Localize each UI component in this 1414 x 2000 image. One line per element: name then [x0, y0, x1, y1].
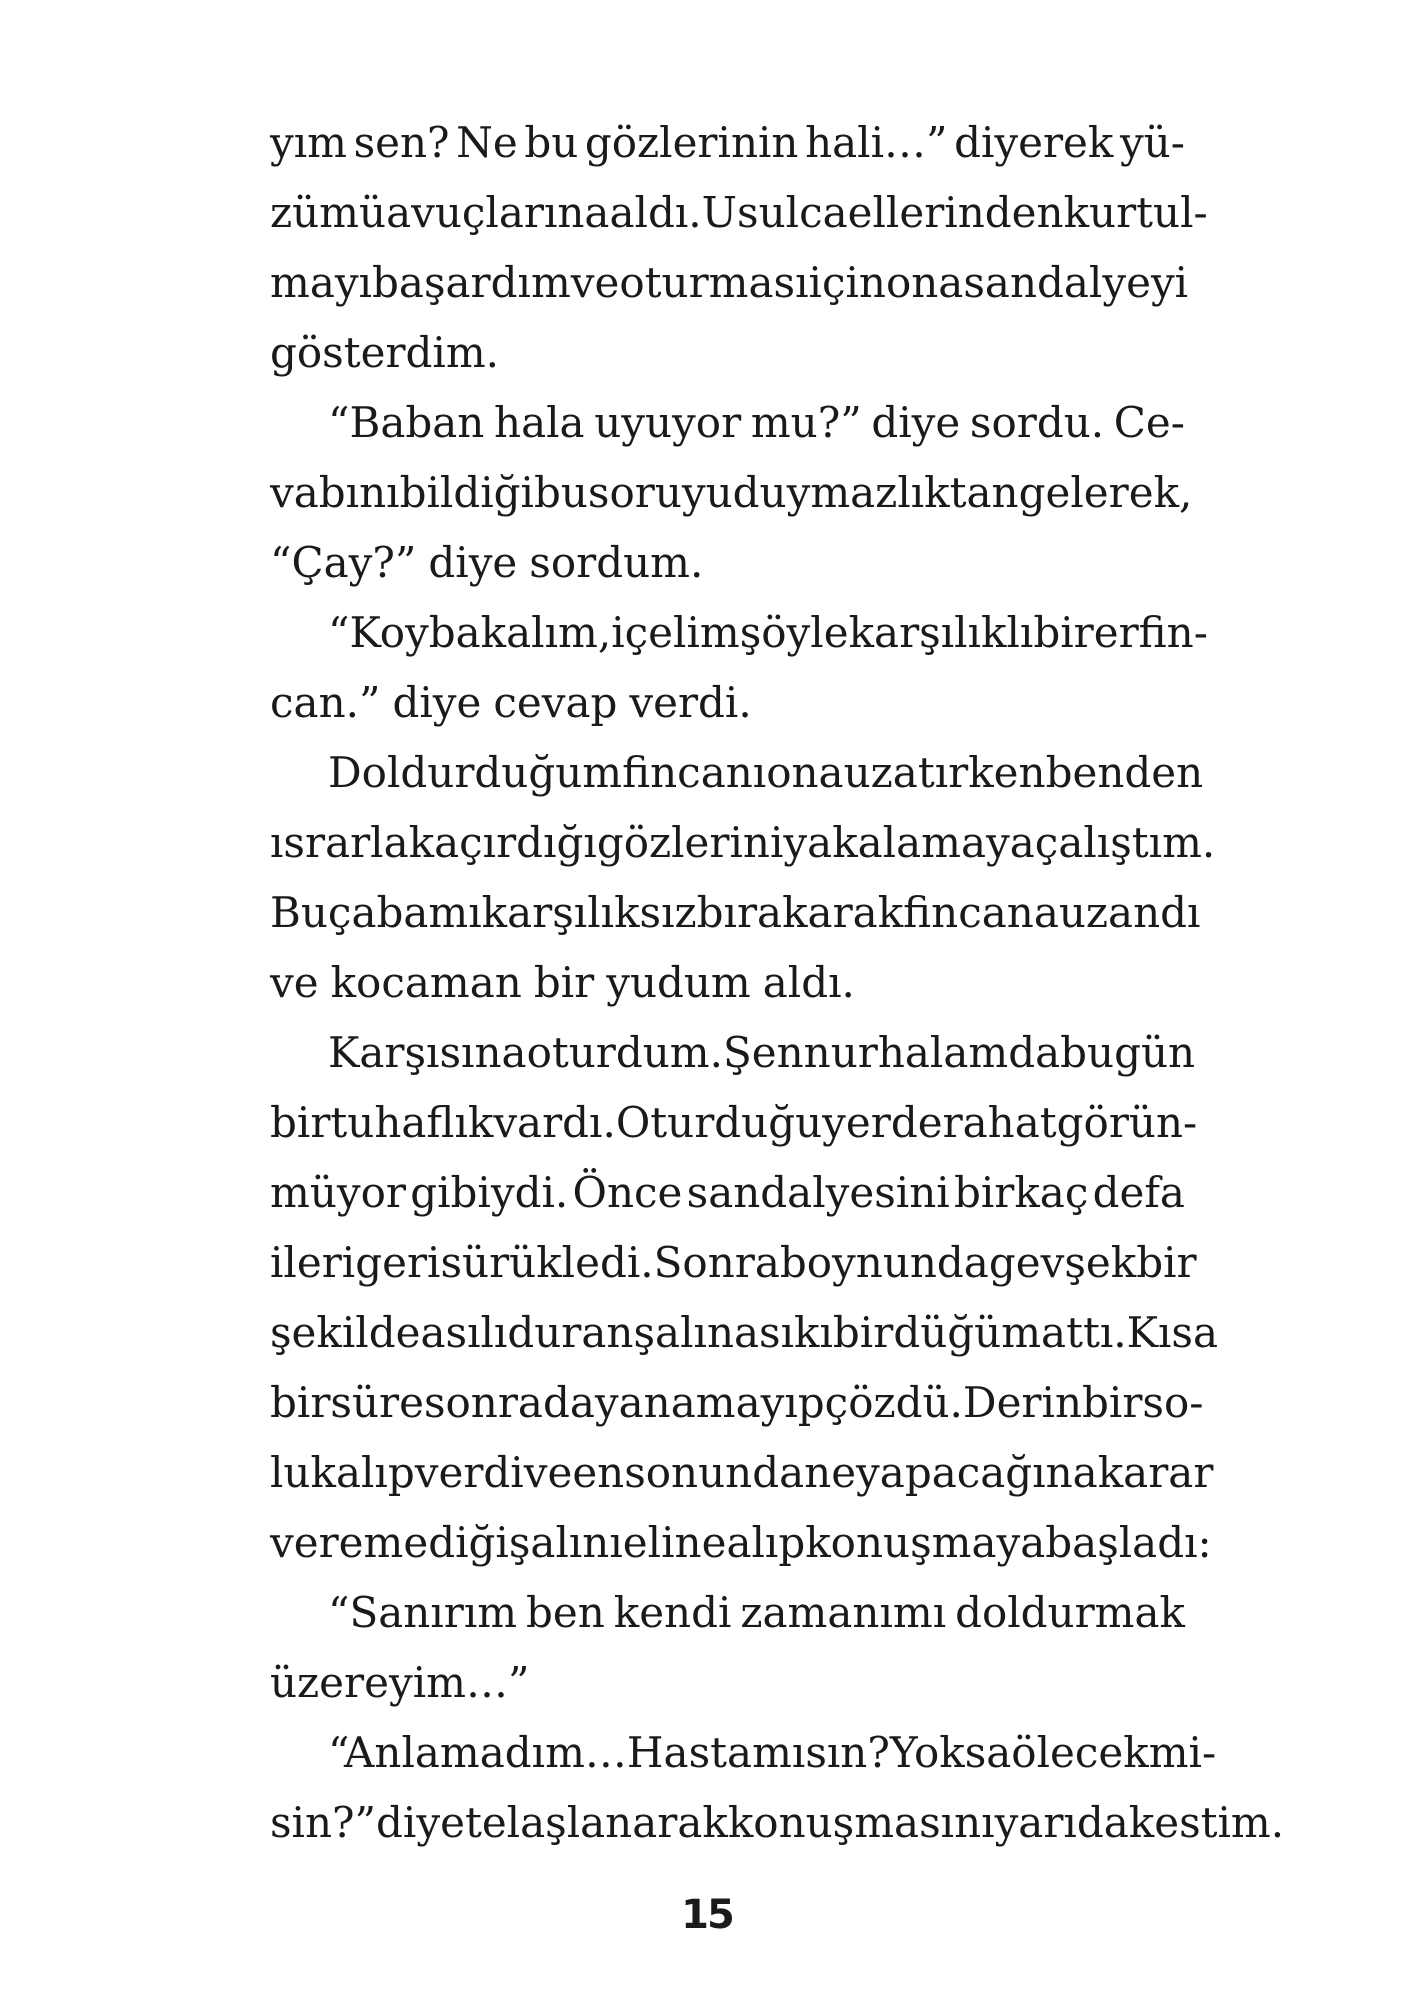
- text-line: gösterdim.: [270, 328, 500, 377]
- text-line: can.” diye cevap verdi.: [270, 678, 752, 727]
- text-line: yım sen? Ne bu gözlerinin hali…” diyerek yü-: [270, 118, 1185, 167]
- text-line: veremediği şalını eline alıp konuşmaya başladı:: [270, 1518, 1212, 1567]
- text-line: “Koy bakalım, içelim şöyle karşılıklı birer fin-: [328, 608, 1208, 657]
- text-line: “Sanırım ben kendi zamanımı doldurmak: [328, 1588, 1185, 1637]
- text-line: mayı başardım ve oturması için ona sandalyeyi: [270, 258, 1189, 307]
- text-line: luk alıp verdi ve en sonunda ne yapacağına karar: [270, 1448, 1214, 1497]
- text-line: müyor gibiydi. Önce sandalyesini birkaç defa: [270, 1168, 1185, 1217]
- text-line: bir tuhaflık vardı. Oturduğu yerde rahat görün-: [270, 1098, 1198, 1147]
- text-line: zümü avuçlarına aldı. Usulca ellerinden kurtul-: [270, 188, 1208, 237]
- text-line: ısrarla kaçırdığı gözlerini yakalamaya çalıştım.: [270, 818, 1216, 867]
- text-line: “Baban hala uyuyor mu?” diye sordu. Ce-: [328, 398, 1185, 447]
- text-line: ve kocaman bir yudum aldı.: [270, 958, 855, 1007]
- text-line: Doldurduğum fincanı ona uzatırken benden: [328, 748, 1204, 797]
- text-line: üzereyim…”: [270, 1658, 530, 1707]
- text-line: Bu çabamı karşılıksız bırakarak fincana uzandı: [270, 888, 1201, 937]
- body-text: [270, 108, 1285, 1858]
- text-line: ileri geri sürükledi. Sonra boynunda gevşek bir: [270, 1238, 1197, 1287]
- text-line: şekilde asılı duran şalına sıkı bir düğüm attı. Kısa: [270, 1308, 1219, 1357]
- text-line: bir süre sonra dayanamayıp çözdü. Derin bir so-: [270, 1378, 1204, 1427]
- text-line: “Çay?” diye sordum.: [270, 538, 704, 587]
- page-number: 15: [681, 1892, 733, 1938]
- text-line: sin?” diye telaşlanarak konuşmasını yarıda kestim.: [270, 1798, 1285, 1847]
- text-line: vabını bildiği bu soruyu duymazlıktan gelerek,: [270, 468, 1193, 517]
- text-line: “Anlamadım… Hasta mısın? Yoksa ölecek mi-: [328, 1728, 1217, 1777]
- text-line: Karşısına oturdum. Şennur halamda bugün: [328, 1028, 1196, 1077]
